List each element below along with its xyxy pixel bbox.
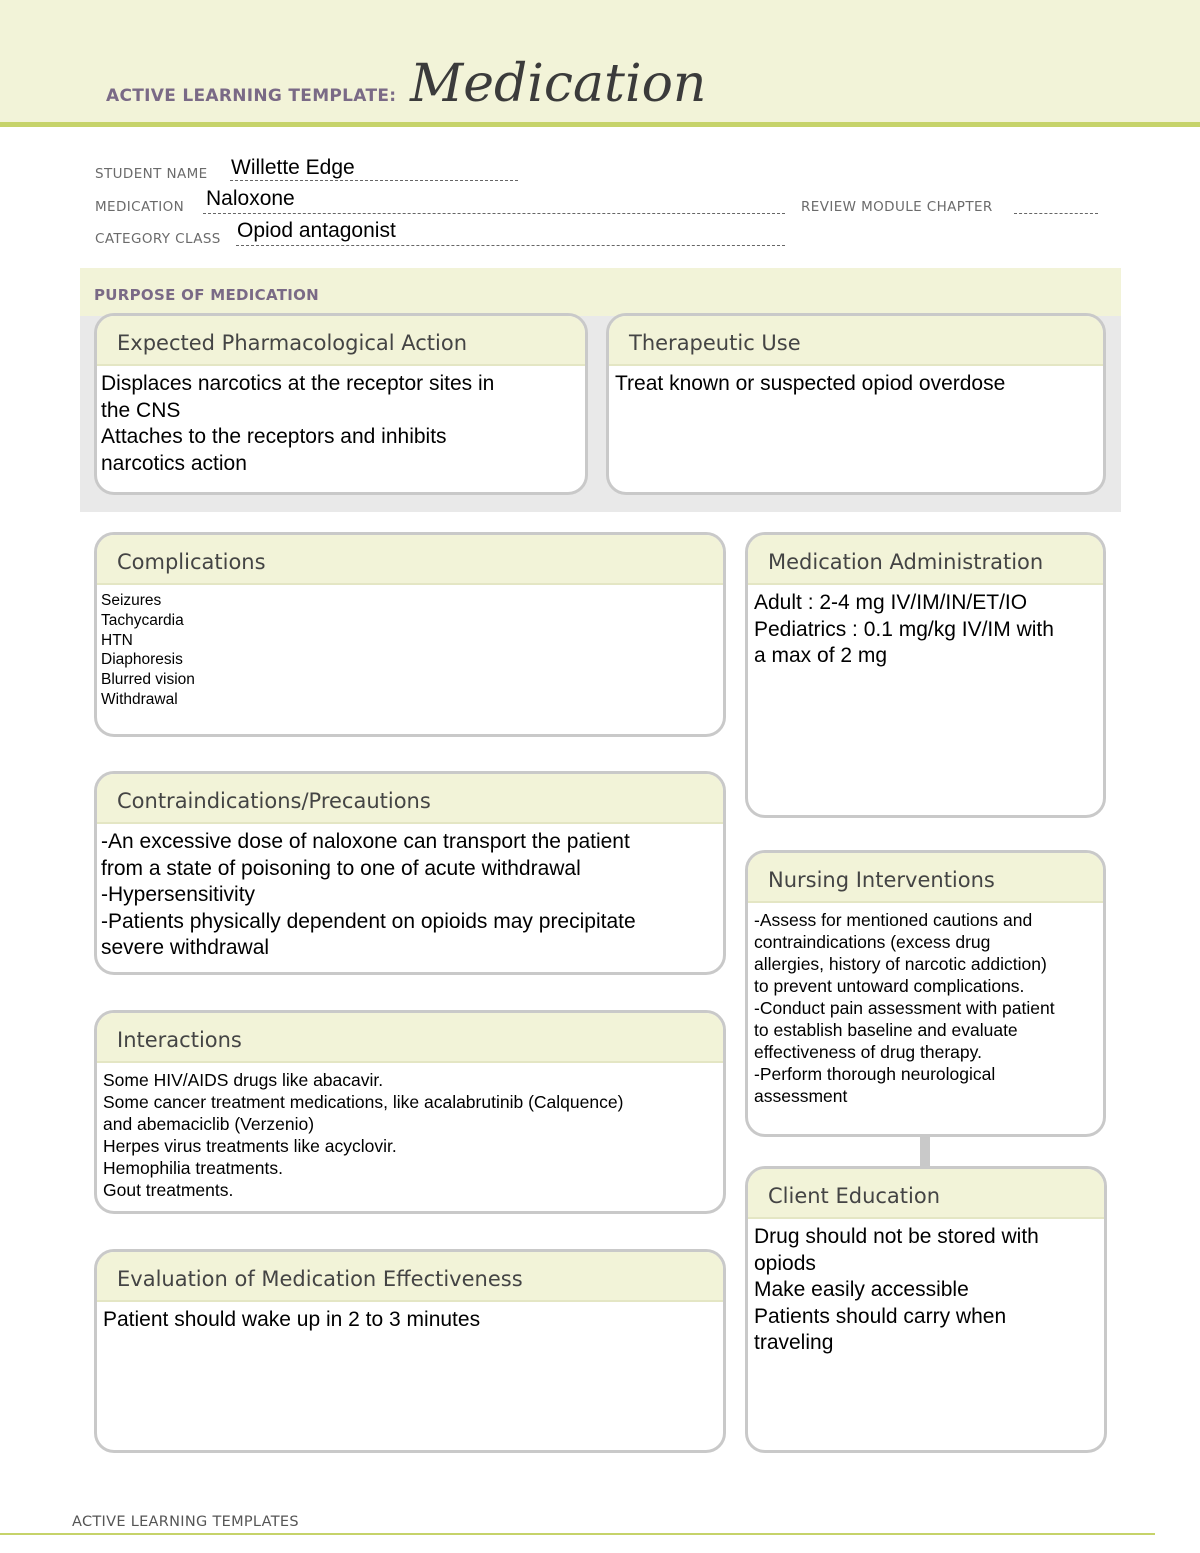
header-rule (0, 122, 1200, 127)
nursing-line: -Assess for mentioned cautions and (754, 910, 1033, 930)
interactions-line: Some cancer treatment medications, like acalabrutinib (Calquence) (103, 1092, 624, 1112)
complications-line: Withdrawal (101, 690, 178, 708)
review-module-field[interactable] (1014, 213, 1098, 214)
footer-rule (0, 1533, 1155, 1535)
administration-line: a max of 2 mg (754, 644, 888, 667)
administration-body (748, 585, 1103, 670)
client-education-line: Make easily accessible (754, 1278, 969, 1301)
complications-line: Tachycardia (101, 611, 184, 629)
client-education-line: Drug should not be stored with (754, 1225, 1039, 1248)
complications-box (94, 532, 726, 737)
client-education-line: Patients should carry when (754, 1304, 1007, 1328)
expected-action-line: Attaches to the receptors and inhibits (101, 425, 447, 448)
nursing-line: to prevent untoward complications. (754, 976, 1025, 996)
interactions-line: and abemaciclib (Verzenio) (103, 1114, 315, 1134)
evaluation-line: Patient should wake up in 2 to 3 minutes (103, 1308, 481, 1331)
administration-box (745, 532, 1106, 818)
complications-line: Diaphoresis (101, 651, 183, 669)
student-name-line (230, 180, 518, 181)
therapeutic-use-box (606, 313, 1106, 495)
therapeutic-use-title: Therapeutic Use (609, 316, 1103, 366)
evaluation-body (97, 1302, 723, 1334)
contraindications-box (94, 771, 726, 975)
expected-action-line: the CNS (101, 398, 181, 422)
contraindications-line: from a state of poisoning to one of acute withdrawal (101, 856, 581, 880)
therapeutic-use-body (609, 366, 1103, 398)
review-module-label: REVIEW MODULE CHAPTER (801, 199, 993, 215)
evaluation-box (94, 1249, 726, 1453)
interactions-body (97, 1063, 723, 1201)
contraindications-body (97, 824, 723, 962)
nursing-line: -Perform thorough neurological (754, 1064, 996, 1084)
template-title: Medication (410, 54, 707, 114)
nursing-line: -Conduct pain assessment with patient (754, 998, 1055, 1018)
complications-line: HTN (101, 631, 133, 649)
footer-text: ACTIVE LEARNING TEMPLATES (72, 1514, 299, 1530)
expected-action-line: narcotics action (101, 451, 247, 475)
contraindications-line: -Hypersensitivity (101, 883, 256, 906)
client-education-title: Client Education (748, 1169, 1104, 1219)
interactions-line: Hemophilia treatments. (103, 1158, 283, 1178)
nursing-line: allergies, history of narcotic addiction) (754, 954, 1047, 974)
expected-action-body (97, 366, 585, 477)
category-class-label: CATEGORY CLASS (95, 231, 221, 247)
nursing-line: contraindications (excess drug (754, 932, 991, 952)
evaluation-title: Evaluation of Medication Effectiveness (97, 1252, 723, 1302)
student-name-label: STUDENT NAME (95, 166, 208, 182)
nursing-body (748, 903, 1103, 1107)
interactions-line: Gout treatments. (103, 1180, 234, 1200)
contraindications-line: -Patients physically dependent on opioids may precipitate (101, 909, 636, 933)
category-class-field[interactable]: Opiod antagonist (237, 219, 396, 242)
student-name-field[interactable]: Willette Edge (231, 156, 355, 179)
client-education-line: traveling (754, 1331, 834, 1354)
template-label: ACTIVE LEARNING TEMPLATE: (106, 86, 397, 106)
nursing-title: Nursing Interventions (748, 853, 1103, 903)
nursing-line: effectiveness of drug therapy. (754, 1042, 982, 1062)
interactions-title: Interactions (97, 1013, 723, 1063)
client-education-line: opiods (754, 1251, 816, 1275)
contraindications-line: severe withdrawal (101, 936, 270, 959)
administration-line: Pediatrics : 0.1 mg/kg IV/IM with (754, 617, 1054, 641)
interactions-box (94, 1010, 726, 1214)
complications-body (97, 585, 723, 710)
complications-title: Complications (97, 535, 723, 585)
client-education-body (748, 1219, 1104, 1357)
interactions-line: Herpes virus treatments like acyclovir. (103, 1136, 397, 1156)
expected-action-box (94, 313, 588, 495)
nursing-line: to establish baseline and evaluate (754, 1020, 1018, 1040)
administration-line: Adult : 2-4 mg IV/IM/IN/ET/IO (754, 591, 1028, 614)
medication-line (203, 213, 785, 214)
expected-action-line: Displaces narcotics at the receptor sites in (101, 372, 495, 395)
contraindications-title: Contraindications/Precautions (97, 774, 723, 824)
nursing-line: assessment (754, 1086, 848, 1106)
nursing-box (745, 850, 1106, 1137)
therapeutic-use-line: Treat known or suspected opiod overdose (615, 372, 1006, 395)
client-education-box (745, 1166, 1107, 1453)
expected-action-title: Expected Pharmacological Action (97, 316, 585, 366)
medication-field[interactable]: Naloxone (206, 187, 295, 210)
purpose-label: PURPOSE OF MEDICATION (94, 286, 320, 304)
interactions-line: Some HIV/AIDS drugs like abacavir. (103, 1070, 384, 1090)
medication-label: MEDICATION (95, 199, 185, 215)
contraindications-line: -An excessive dose of naloxone can transport the patient (101, 830, 630, 853)
category-class-line (236, 245, 785, 246)
complications-line: Seizures (101, 592, 162, 609)
box-connector (920, 1135, 930, 1167)
administration-title: Medication Administration (748, 535, 1103, 585)
complications-line: Blurred vision (101, 671, 195, 689)
